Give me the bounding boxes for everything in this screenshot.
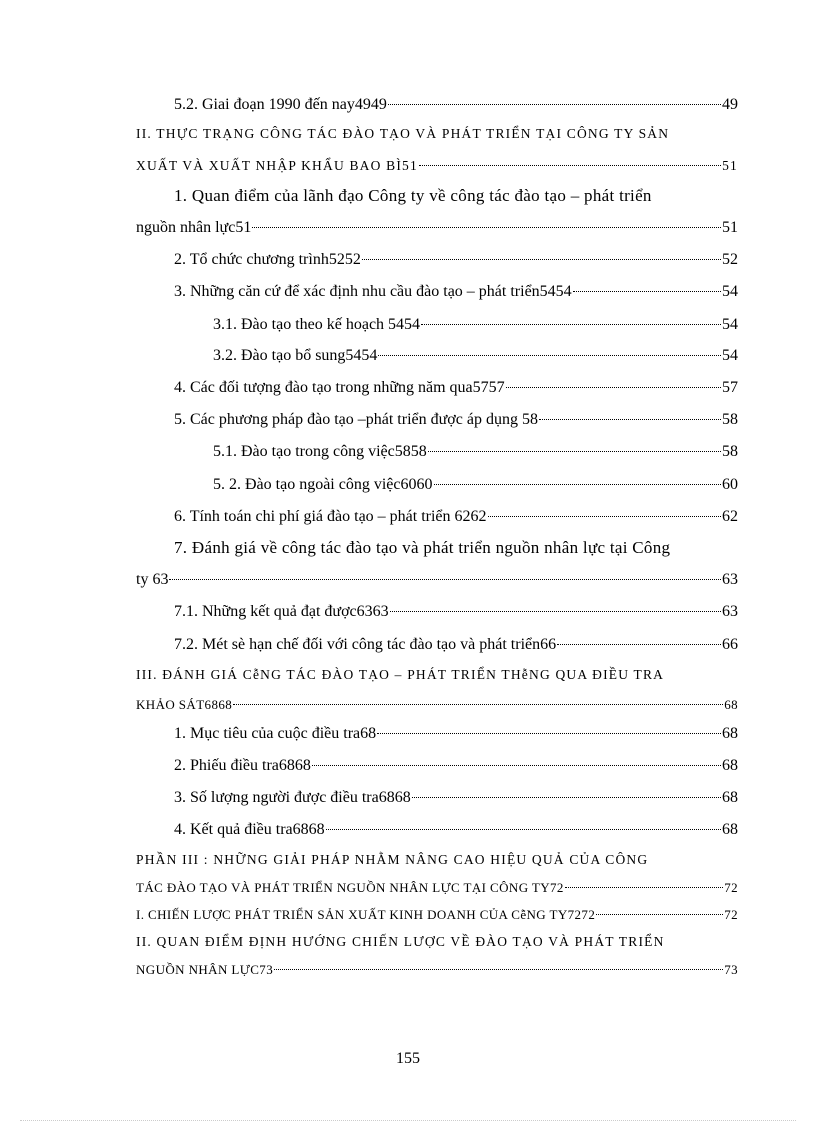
toc-entry — [174, 507, 738, 527]
toc-entry-page: 72 — [724, 907, 738, 922]
toc-entry-title: 5.1. Đào tạo trong công việc5858 — [213, 443, 427, 460]
toc-entry — [174, 410, 738, 430]
toc-entry — [174, 820, 738, 840]
toc-entry-title: 3.1. Đào tạo theo kế hoạch 5454 — [213, 316, 421, 333]
toc-leader — [326, 829, 721, 830]
toc-entry — [136, 218, 738, 238]
toc-entry-page: 60 — [722, 476, 738, 493]
toc-entry — [174, 95, 738, 115]
toc-entry-line1: II. THỰC TRẠNG CÔNG TÁC ĐÀO TẠO VÀ PHÁT TRIỂN TẠI CÔNG TY SẢN — [136, 126, 670, 141]
toc-leader — [596, 914, 723, 915]
toc-entry-page: 68 — [722, 821, 738, 838]
toc-leader — [573, 291, 721, 292]
toc-entry-title: 5.2. Giai đoạn 1990 đến nay4949 — [174, 96, 387, 113]
toc-entry — [174, 378, 738, 398]
toc-entry-page: 51 — [722, 219, 738, 236]
toc-entry-page: 66 — [722, 636, 738, 653]
toc-entry — [213, 442, 738, 462]
toc-entry — [174, 724, 738, 744]
toc-entry-title: KHẢO SÁT6868 — [136, 697, 233, 712]
toc-entry-page: 54 — [722, 283, 738, 300]
toc-entry-page: 54 — [722, 347, 738, 364]
toc-entry — [174, 756, 738, 776]
toc-leader — [252, 227, 721, 228]
toc-entry-line1: PHẦN III : NHỮNG GIẢI PHÁP NHẰM NÂNG CAO HIỆU QUẢ CỦA CÔNG — [136, 852, 649, 867]
page-bottom-divider — [20, 1120, 796, 1121]
toc-leader — [390, 611, 721, 612]
toc-entry — [136, 905, 738, 925]
toc-leader — [434, 484, 722, 485]
toc-leader — [169, 579, 721, 580]
toc-entry-page: 62 — [722, 508, 738, 525]
toc-entry — [174, 635, 738, 655]
toc-entry-title: 3.2. Đào tạo bổ sung5454 — [213, 347, 378, 364]
toc-entry-title: 5. 2. Đào tạo ngoài công việc6060 — [213, 476, 433, 493]
toc-leader — [378, 355, 721, 356]
page-number: 155 — [396, 1050, 420, 1067]
toc-entry-line1: II. QUAN ĐIỂM ĐỊNH HƯỚNG CHIẾN LƯỢC VỀ ĐÀO TẠO VÀ PHÁT TRIỂN — [136, 934, 665, 949]
toc-entry-title: ty 63 — [136, 571, 169, 588]
toc-entry — [213, 475, 738, 495]
toc-entry — [174, 602, 738, 622]
toc-entry-title: 6. Tính toán chi phí giá đào tạo – phát triển 6262 — [174, 508, 487, 525]
toc-entry-page: 58 — [722, 411, 738, 428]
toc-entry-title: 4. Kết quả điều tra6868 — [174, 821, 325, 838]
toc-leader — [362, 259, 721, 260]
toc-entry — [136, 878, 738, 898]
toc-entry-line1: III. ĐÁNH GIÁ CễNG TÁC ĐÀO TẠO – PHÁT TRIỂN THễNG QUA ĐIỀU TRA — [136, 667, 665, 682]
toc-entry-title: nguồn nhân lực51 — [136, 219, 252, 236]
toc-entry — [213, 346, 738, 366]
toc-entry-page: 63 — [722, 571, 738, 588]
toc-entry — [136, 695, 738, 715]
toc-leader — [428, 451, 721, 452]
toc-entry — [213, 315, 738, 335]
toc-leader — [421, 324, 721, 325]
toc-entry — [174, 788, 738, 808]
toc-entry — [174, 282, 738, 302]
toc-entry-page: 68 — [722, 725, 738, 742]
toc-entry-title: XUẤT VÀ XUẤT NHẬP KHẨU BAO BÌ51 — [136, 158, 418, 173]
toc-entry-page: 51 — [722, 158, 738, 173]
toc-entry-page: 49 — [722, 96, 738, 113]
toc-entry-page: 72 — [724, 880, 738, 895]
toc-entry-title: 2. Phiếu điều tra6868 — [174, 757, 311, 774]
toc-leader — [419, 165, 721, 166]
toc-entry-title: NGUỒN NHÂN LỰC73 — [136, 962, 274, 977]
toc-entry-page: 58 — [722, 443, 738, 460]
toc-leader — [388, 104, 721, 105]
toc-entry-page: 63 — [722, 603, 738, 620]
toc-entry-title: 5. Các phương pháp đào tạo –phát triển được áp dụng 58 — [174, 411, 538, 428]
toc-leader — [233, 704, 723, 705]
toc-leader — [539, 419, 721, 420]
toc-entry-page: 68 — [722, 789, 738, 806]
toc-leader — [488, 516, 721, 517]
toc-entry — [136, 960, 738, 980]
toc-entry-title: 7.2. Mét sè hạn chế đối với công tác đào tạo và phát triển66 — [174, 636, 557, 653]
toc-entry-title: I. CHIẾN LƯỢC PHÁT TRIỂN SẢN XUẤT KINH DOANH CỦA CễNG TY7272 — [136, 907, 596, 922]
toc-leader — [506, 387, 721, 388]
toc-leader — [274, 969, 723, 970]
toc-entry-page: 54 — [722, 316, 738, 333]
toc-entry-title: 2. Tổ chức chương trình5252 — [174, 251, 361, 268]
toc-entry — [136, 156, 738, 176]
toc-entry-page: 73 — [724, 962, 738, 977]
toc-leader — [377, 733, 721, 734]
toc-entry-title: 3. Số lượng người được điều tra6868 — [174, 789, 411, 806]
toc-entry — [174, 250, 738, 270]
toc-leader — [565, 887, 723, 888]
toc-entry-title: 7.1. Những kết quả đạt được6363 — [174, 603, 389, 620]
toc-entry-title: TÁC ĐÀO TẠO VÀ PHÁT TRIỂN NGUỒN NHÂN LỰC TẠI CÔNG TY72 — [136, 880, 564, 895]
toc-entry-line1: 1. Quan điểm của lãnh đạo Công ty về công tác đào tạo – phát triển — [174, 186, 652, 205]
toc-entry-title: 3. Những căn cứ để xác định nhu cầu đào tạo – phát triển5454 — [174, 283, 572, 300]
toc-entry-page: 68 — [724, 697, 738, 712]
toc-entry-page: 52 — [722, 251, 738, 268]
toc-entry-page: 57 — [722, 379, 738, 396]
toc-leader — [557, 644, 721, 645]
toc-entry-title: 4. Các đối tượng đào tạo trong những năm qua5757 — [174, 379, 505, 396]
toc-leader — [312, 765, 721, 766]
toc-entry-page: 68 — [722, 757, 738, 774]
toc-leader — [412, 797, 721, 798]
toc-entry-title: 1. Mục tiêu của cuộc điều tra68 — [174, 725, 377, 742]
toc-entry — [136, 570, 738, 590]
toc-entry-line1: 7. Đánh giá về công tác đào tạo và phát triển nguồn nhân lực tại Công — [174, 538, 671, 557]
